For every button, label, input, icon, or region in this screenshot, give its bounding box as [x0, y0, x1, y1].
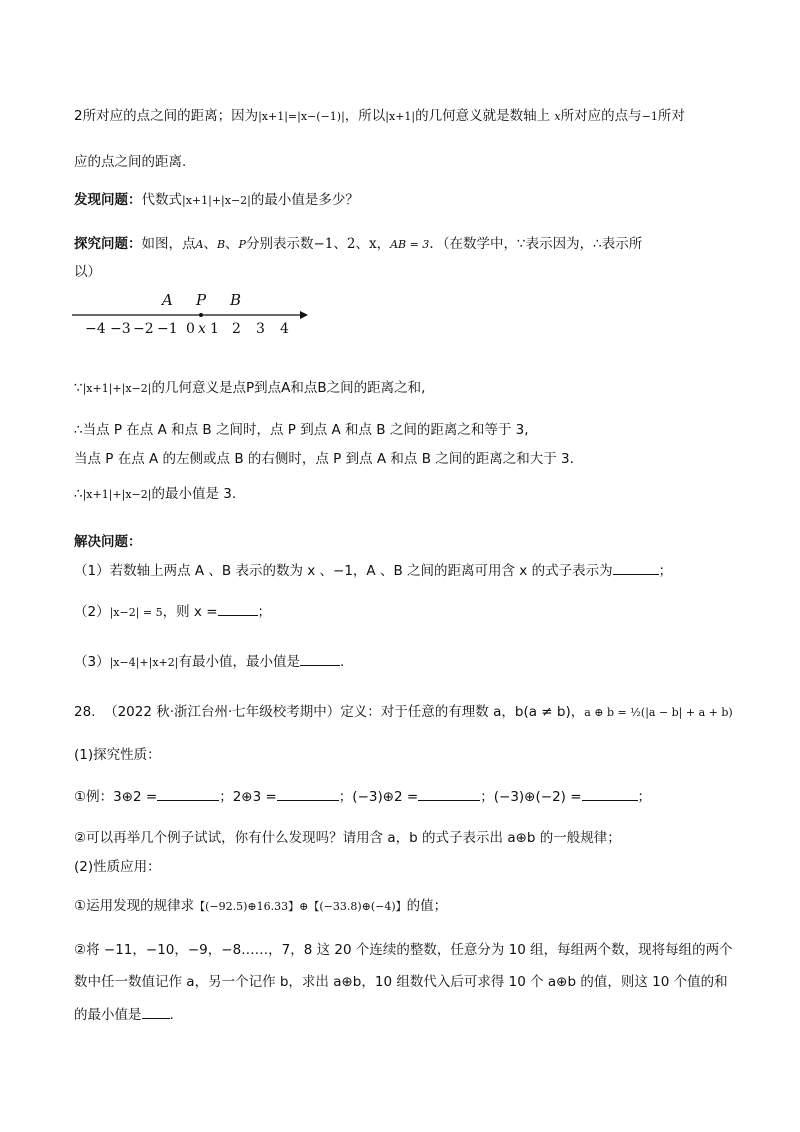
example-text: ；2⊕3 =	[219, 789, 277, 805]
reasoning-text: 的几何意义是点P到点A和点B之间的距离之和,	[151, 380, 426, 396]
question-text: （1）若数轴上两点 A 、B 表示的数为 x 、−1，A 、B 之间的距离可用含 x 的式子表示为	[74, 563, 613, 579]
explore-text: 如图，点	[141, 236, 196, 252]
explore-line-1	[74, 234, 642, 255]
point-label-b: B	[230, 291, 242, 309]
tick-label: −1	[157, 321, 178, 337]
point-label-p: P	[196, 291, 207, 309]
answer-blank[interactable]	[218, 601, 258, 616]
intro-line-2: 应的点之间的距离.	[74, 154, 187, 170]
number-line-figure	[60, 285, 320, 345]
point-b: B	[216, 238, 226, 251]
example-text: ①例：3⊕2 =	[74, 789, 158, 805]
discover-line	[74, 190, 359, 211]
answer-blank[interactable]	[157, 786, 219, 801]
number: −1	[641, 110, 658, 123]
answer-blank[interactable]	[613, 560, 659, 575]
q28-app2-line1: ②将 −11，−10，−9，−8……，7，8 这 20 个连续的整数，任意分为 10 组，每组两个数，现将每组的两个	[74, 942, 733, 958]
variable: x	[554, 110, 561, 123]
discover-label: 发现问题：	[74, 192, 142, 208]
question-number: （3）	[74, 654, 110, 670]
question-number: 28.	[74, 704, 96, 720]
tick-label: 3	[256, 321, 265, 337]
answer-blank[interactable]	[277, 786, 339, 801]
reasoning-text: 的最小值是 3.	[151, 486, 237, 502]
because-symbol: ∵	[74, 380, 83, 396]
point-p: P	[238, 238, 246, 251]
example-text: ；(−3)⊕(−2) =	[480, 789, 582, 805]
intro-text: 的几何意义就是数轴上	[415, 108, 551, 124]
abs-expression: |x+1|+|x−2|	[182, 194, 251, 207]
reasoning-line-3: 当点 P 在点 A 的左侧或点 B 的右侧时，点 P 到点 A 和点 B 之间的距离之和大于 3.	[74, 451, 574, 467]
solve-label: 解决问题：	[74, 534, 142, 550]
q28-part1-label: (1)探究性质：	[74, 747, 161, 763]
abs-expression: |x+1|+|x−2|	[82, 488, 152, 501]
q28-app1	[74, 896, 447, 917]
tick-label: 1	[210, 321, 219, 337]
numbers: −1、2、x	[313, 236, 377, 252]
answer-blank[interactable]	[582, 786, 638, 801]
question-number: （2）	[74, 604, 110, 620]
explore-text: ．（在数学中，∵表示因为，∴表示所	[429, 236, 643, 252]
tick-label: 4	[280, 321, 289, 337]
separator: .	[169, 1007, 174, 1023]
answer-blank[interactable]	[300, 651, 340, 666]
separator: ；	[257, 604, 272, 620]
q28-app2-line2: 数中任一数值记作 a，另一个记作 b，求出 a⊕b，10 组数代入后可求得 10 个 a⊕b 的值，则这 10 个值的和	[74, 974, 728, 990]
explore-line-2: 以）	[74, 264, 101, 280]
solve-q1	[74, 560, 672, 581]
solve-q2	[74, 601, 271, 623]
intro-text: ，所以	[344, 108, 386, 124]
tick-label-x: x	[198, 321, 206, 337]
application-text: ①运用发现的规律求	[74, 898, 195, 914]
tick-label: −4	[85, 321, 106, 337]
abs-equation: |x−2| = 5	[109, 606, 163, 619]
abs-expression: |x+1|+|x−2|	[82, 382, 152, 395]
application-text: 的最小值是	[74, 1007, 142, 1023]
abs-expression: |x+1|	[385, 110, 416, 123]
discover-text: 的最小值是多少？	[250, 192, 359, 208]
application-expression: 【(−92.5)⊕16.33】⊕【(−33.8)⊕(−4)】	[194, 900, 407, 913]
solve-q3	[74, 651, 344, 673]
explore-text: 分别表示数	[245, 236, 314, 252]
separator: ；	[658, 563, 673, 579]
separator: ，	[376, 236, 391, 252]
intro-text: 所对应的点与	[560, 108, 642, 124]
ab-equation: AB = 3	[390, 238, 430, 251]
tick-label: −2	[133, 321, 154, 337]
abs-expression: |x+1|=|x−(−1)|	[258, 110, 345, 123]
reasoning-line-1	[74, 378, 425, 399]
definition-formula: a ⊕ b = ½(|a − b| + a + b)	[584, 706, 733, 719]
reasoning-line-4	[74, 484, 236, 505]
intro-text: 所对	[657, 108, 685, 124]
question-source: （2022 秋·浙江台州·七年级校考期中）定义：对于任意的有理数 a，b(a ≠ b)，	[104, 704, 585, 720]
discover-text: 代数式	[141, 192, 182, 208]
point-label-a: A	[162, 291, 173, 309]
q28-header	[74, 702, 733, 723]
arrow-head-icon	[300, 311, 308, 319]
abs-expression: |x−4|+|x+2|	[109, 656, 179, 669]
point-p-dot	[199, 313, 203, 317]
separator: ；	[637, 789, 652, 805]
q28-part2-label: (2)性质应用：	[74, 859, 161, 875]
point-a: A	[195, 238, 204, 251]
answer-blank[interactable]	[418, 786, 480, 801]
application-text: 的值；	[406, 898, 448, 914]
q28-examples	[74, 786, 651, 807]
question-text: 有最小值，最小值是	[178, 654, 300, 670]
q28-q2: ②可以再举几个例子试试，你有什么发现吗？请用含 a，b 的式子表示出 a⊕b 的一般规律；	[74, 830, 621, 846]
intro-line-1	[74, 106, 685, 127]
separator: 、	[203, 236, 217, 252]
reasoning-line-2: ∴当点 P 在点 A 和点 B 之间时，点 P 到点 A 和点 B 之间的距离之和等于 3,	[74, 422, 529, 438]
separator: .	[339, 654, 345, 670]
explore-label: 探究问题：	[74, 236, 142, 252]
therefore-symbol: ∴	[74, 486, 83, 502]
answer-blank[interactable]	[142, 1004, 170, 1019]
example-text: ；(−3)⊕2 =	[338, 789, 419, 805]
q28-app2-line3	[74, 1004, 174, 1025]
tick-label: −3	[110, 321, 131, 337]
question-text: ，则 x =	[162, 604, 218, 620]
separator: 、	[225, 236, 239, 252]
intro-text: 2所对应的点之间的距离；因为	[74, 108, 259, 124]
tick-label: 2	[232, 321, 241, 337]
tick-label: 0	[186, 321, 195, 337]
